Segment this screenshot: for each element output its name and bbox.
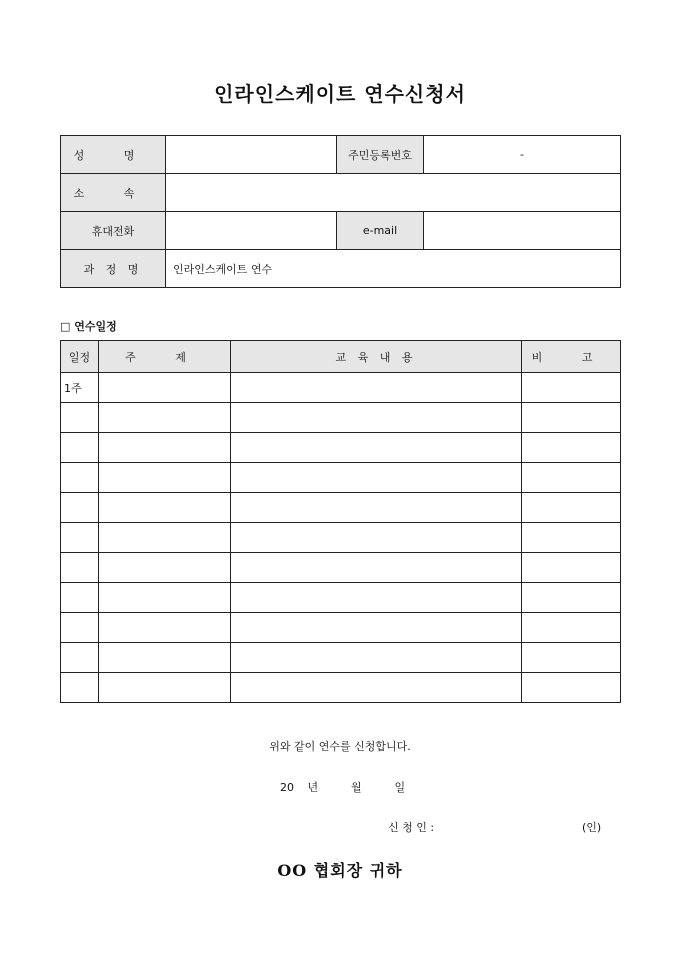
topic-cell[interactable] [99, 553, 231, 583]
note-cell[interactable] [522, 493, 621, 523]
topic-cell[interactable] [99, 643, 231, 673]
note-cell[interactable] [522, 523, 621, 553]
week-header: 일정 [61, 341, 99, 373]
rrn-field[interactable]: - [424, 136, 621, 174]
content-cell[interactable] [231, 673, 522, 703]
week-cell[interactable] [61, 433, 99, 463]
week-cell[interactable] [61, 643, 99, 673]
topic-cell[interactable] [99, 433, 231, 463]
topic-cell[interactable] [99, 523, 231, 553]
week-cell[interactable] [61, 493, 99, 523]
week-cell[interactable] [61, 613, 99, 643]
week-cell[interactable]: 1주 [61, 373, 99, 403]
applicant-info-table [60, 135, 621, 288]
schedule-row [61, 553, 621, 583]
note-cell[interactable] [522, 583, 621, 613]
topic-cell[interactable] [99, 613, 231, 643]
topic-cell[interactable] [99, 373, 231, 403]
course-label: 과 정 명 [61, 250, 166, 288]
content-cell[interactable] [231, 643, 522, 673]
affiliation-label: 소 속 [61, 174, 166, 212]
content-cell[interactable] [231, 523, 522, 553]
affiliation-row [61, 174, 621, 212]
schedule-header-row [61, 341, 621, 373]
name-row [61, 136, 621, 174]
applicant-label: 신 청 인 : [388, 821, 435, 834]
week-cell[interactable] [61, 463, 99, 493]
week-cell[interactable] [61, 553, 99, 583]
schedule-row [61, 463, 621, 493]
content-cell[interactable] [231, 553, 522, 583]
date-year-unit: 년 [307, 781, 319, 794]
content-cell[interactable] [231, 433, 522, 463]
content-header: 교 육 내 용 [231, 341, 522, 373]
course-row [61, 250, 621, 288]
date-line [280, 779, 405, 795]
note-cell[interactable] [522, 643, 621, 673]
content-cell[interactable] [231, 373, 522, 403]
name-field[interactable] [166, 136, 337, 174]
schedule-row [61, 373, 621, 403]
topic-header: 주 제 [99, 341, 231, 373]
phone-label: 휴대전화 [61, 212, 166, 250]
week-cell[interactable] [61, 523, 99, 553]
week-cell[interactable] [61, 403, 99, 433]
note-cell[interactable] [522, 613, 621, 643]
email-field[interactable] [424, 212, 621, 250]
schedule-section-title: □ 연수일정 [60, 320, 117, 333]
topic-cell[interactable] [99, 463, 231, 493]
schedule-table [60, 340, 621, 703]
date-year: 20 [280, 781, 294, 794]
addressee: OO 협회장 귀하 [277, 861, 403, 880]
schedule-row [61, 433, 621, 463]
note-cell[interactable] [522, 553, 621, 583]
phone-field[interactable] [166, 212, 337, 250]
seal-mark: (인) [582, 821, 602, 834]
course-field[interactable]: 인라인스케이트 연수 [166, 250, 621, 288]
note-cell[interactable] [522, 433, 621, 463]
schedule-row [61, 613, 621, 643]
affiliation-field[interactable] [166, 174, 621, 212]
content-cell[interactable] [231, 613, 522, 643]
week-cell[interactable] [61, 583, 99, 613]
email-label: e-mail [337, 212, 424, 250]
schedule-row [61, 493, 621, 523]
content-cell[interactable] [231, 583, 522, 613]
note-cell[interactable] [522, 463, 621, 493]
date-day-unit: 일 [394, 781, 406, 794]
name-label: 성 명 [61, 136, 166, 174]
apply-statement: 위와 같이 연수를 신청합니다. [269, 740, 411, 753]
schedule-row [61, 643, 621, 673]
content-cell[interactable] [231, 493, 522, 523]
topic-cell[interactable] [99, 673, 231, 703]
note-cell[interactable] [522, 403, 621, 433]
topic-cell[interactable] [99, 583, 231, 613]
date-month-unit: 월 [351, 781, 362, 794]
schedule-row [61, 403, 621, 433]
content-cell[interactable] [231, 403, 522, 433]
note-header: 비 고 [522, 341, 621, 373]
topic-cell[interactable] [99, 493, 231, 523]
content-cell[interactable] [231, 463, 522, 493]
note-cell[interactable] [522, 673, 621, 703]
rrn-label: 주민등록번호 [337, 136, 424, 174]
schedule-body [61, 373, 621, 703]
contact-row [61, 212, 621, 250]
schedule-row [61, 523, 621, 553]
week-cell[interactable] [61, 673, 99, 703]
note-cell[interactable] [522, 373, 621, 403]
document-title: 인라인스케이트 연수신청서 [214, 82, 466, 106]
schedule-row [61, 583, 621, 613]
schedule-row [61, 673, 621, 703]
topic-cell[interactable] [99, 403, 231, 433]
